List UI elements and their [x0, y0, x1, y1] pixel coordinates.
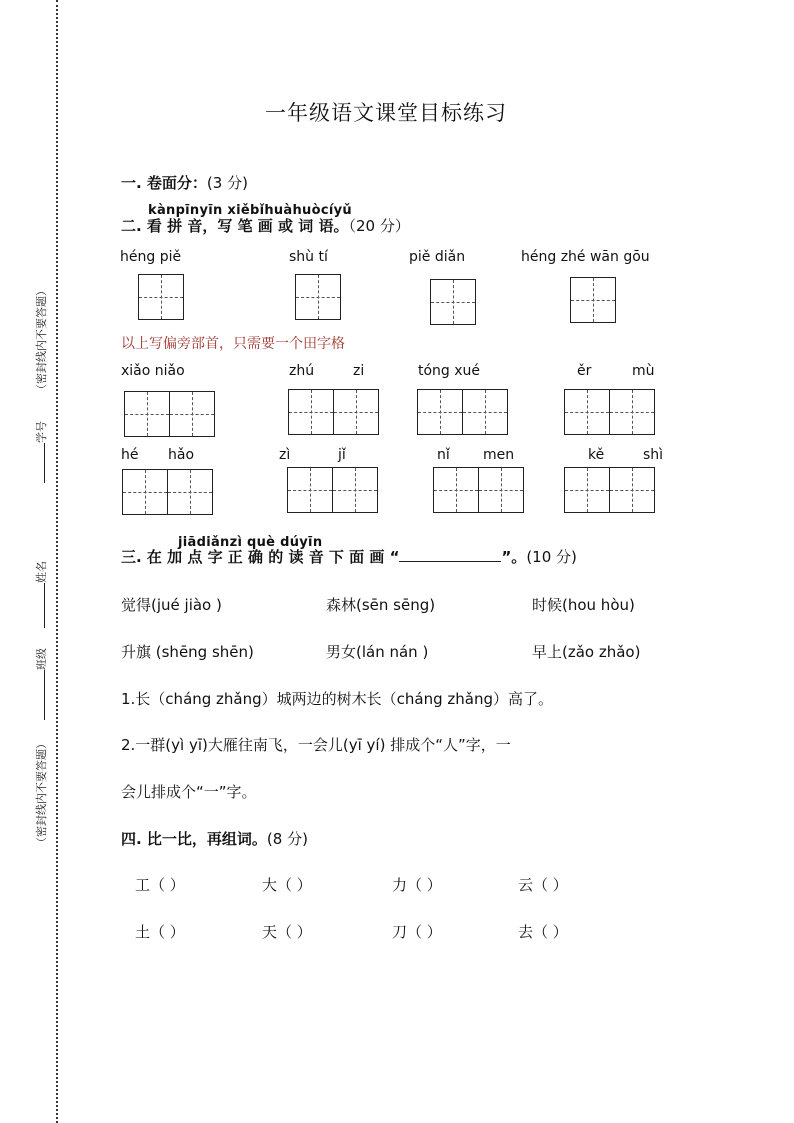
sentence-2-cont: 会儿排成个“一”字。 — [121, 783, 257, 801]
seal-dotted-line — [56, 0, 58, 1123]
compare-li[interactable]: 力（ ） — [392, 876, 442, 894]
page-title: 一年级语文课堂目标练习 — [265, 101, 507, 125]
tianzige-cell[interactable] — [609, 467, 655, 513]
compare-dao[interactable]: 刀（ ） — [392, 923, 442, 941]
compare-yun[interactable]: 云（ ） — [518, 876, 568, 894]
compare-da[interactable]: 大（ ） — [262, 876, 312, 894]
reading-item-zaoshang: 早上(zǎo zhǎo) — [532, 643, 641, 661]
reading-item-nannv: 男女(lán nán ) — [326, 643, 429, 661]
pinyin-heng-pie: héng piě — [120, 249, 182, 265]
pinyin-er: ěr — [577, 363, 592, 379]
pinyin-heng-zhe-wan-gou: héng zhé wān gōu — [521, 249, 650, 265]
tianzige-zhu-zi[interactable] — [288, 389, 378, 435]
tianzige-zi-ji[interactable] — [287, 467, 377, 513]
tianzige-cell[interactable] — [333, 389, 379, 435]
tianzige-cell[interactable] — [288, 389, 334, 435]
tianzige-cell[interactable] — [417, 389, 463, 435]
answer-underline-sample — [399, 548, 501, 562]
tianzige-cell[interactable] — [564, 467, 610, 513]
tianzige-cell[interactable] — [124, 391, 170, 437]
reading-item-shengqi: 升旗 (shēng shēn) — [121, 643, 254, 661]
section-3-heading: 三. 在 加 点 字 正 确 的 读 音 下 面 画 “ ”。(10 分) — [121, 548, 577, 566]
compare-gong[interactable]: 工（ ） — [135, 876, 185, 894]
tianzige-cell[interactable] — [478, 467, 524, 513]
reading-item-juede: 觉得(jué jiào ) — [121, 596, 222, 614]
pinyin-zi: zi — [353, 363, 365, 379]
section-4-heading: 四. 比一比，再组词。(8 分) — [121, 830, 308, 848]
pinyin-zi-2: zì — [279, 447, 291, 463]
tianzige-er-mu[interactable] — [564, 389, 654, 435]
reading-item-senlin: 森林(sēn sēng) — [326, 596, 436, 614]
tianzige-cell[interactable] — [609, 389, 655, 435]
section-3-pinyin: jiādiǎnzì què dúyīn — [178, 535, 323, 550]
tianzige-cell[interactable] — [169, 391, 215, 437]
reading-item-shihou: 时候(hou hòu) — [532, 596, 635, 614]
tianzige-he-hao[interactable] — [122, 469, 212, 515]
name-field: 姓名 — [33, 561, 49, 628]
tianzige-cell[interactable] — [332, 467, 378, 513]
tianzige-cell[interactable] — [433, 467, 479, 513]
tianzige-cell[interactable] — [167, 469, 213, 515]
seal-warning-bottom: （密封线内不要答题） — [35, 738, 48, 848]
pinyin-ji: jǐ — [338, 447, 346, 463]
tianzige-xiao-niao[interactable] — [124, 391, 214, 437]
tianzige-cell[interactable] — [295, 274, 341, 320]
student-no-field: 学号 — [33, 421, 49, 483]
pinyin-pie-dian: piě diǎn — [409, 249, 466, 265]
tianzige-2[interactable] — [295, 274, 340, 320]
tianzige-cell[interactable] — [462, 389, 508, 435]
compare-qu[interactable]: 去（ ） — [518, 923, 568, 941]
tianzige-ni-men[interactable] — [433, 467, 523, 513]
section-2-heading: 二. 看 拼 音，写 笔 画 或 词 语。（20 分） — [121, 217, 410, 235]
pinyin-shu-ti: shù tí — [289, 249, 328, 265]
section-1-heading: 一. 卷面分：(3 分) — [121, 174, 248, 192]
pinyin-hao: hǎo — [168, 447, 195, 463]
compare-tu[interactable]: 土（ ） — [135, 923, 185, 941]
pinyin-ke: kě — [588, 447, 605, 463]
seal-warning-top: （密封线内不要答题） — [35, 285, 48, 395]
tianzige-cell[interactable] — [122, 469, 168, 515]
compare-tian[interactable]: 天（ ） — [262, 923, 312, 941]
tianzige-tong-xue[interactable] — [417, 389, 507, 435]
class-field: 班级 — [33, 648, 49, 720]
tianzige-cell[interactable] — [138, 274, 184, 320]
pinyin-men: men — [483, 447, 515, 463]
pinyin-xiao-niao: xiǎo niǎo — [121, 363, 185, 379]
tianzige-cell[interactable] — [430, 279, 476, 325]
tianzige-cell[interactable] — [564, 389, 610, 435]
tianzige-4[interactable] — [570, 277, 615, 323]
pinyin-he: hé — [121, 447, 139, 463]
tianzige-cell[interactable] — [570, 277, 616, 323]
tianzige-cell[interactable] — [287, 467, 333, 513]
instruction-note: 以上写偏旁部首，只需要一个田字格 — [121, 336, 345, 352]
pinyin-tong-xue: tóng xué — [418, 363, 481, 379]
sentence-2: 2.一群(yì yī)大雁往南飞，一会儿(yī yí) 排成个“人”字，一 — [121, 736, 511, 754]
pinyin-shi: shì — [643, 447, 664, 463]
section-2-pinyin: kànpīnyīn xiěbǐhuàhuòcíyǔ — [148, 203, 352, 218]
pinyin-ni: nǐ — [437, 447, 450, 463]
pinyin-zhu: zhú — [289, 363, 315, 379]
pinyin-mu: mù — [632, 363, 655, 379]
tianzige-ke-shi[interactable] — [564, 467, 654, 513]
tianzige-1[interactable] — [138, 274, 183, 320]
sentence-1: 1.长（cháng zhǎng）城两边的树木长（cháng zhǎng）高了。 — [121, 690, 553, 708]
tianzige-3[interactable] — [430, 279, 475, 325]
